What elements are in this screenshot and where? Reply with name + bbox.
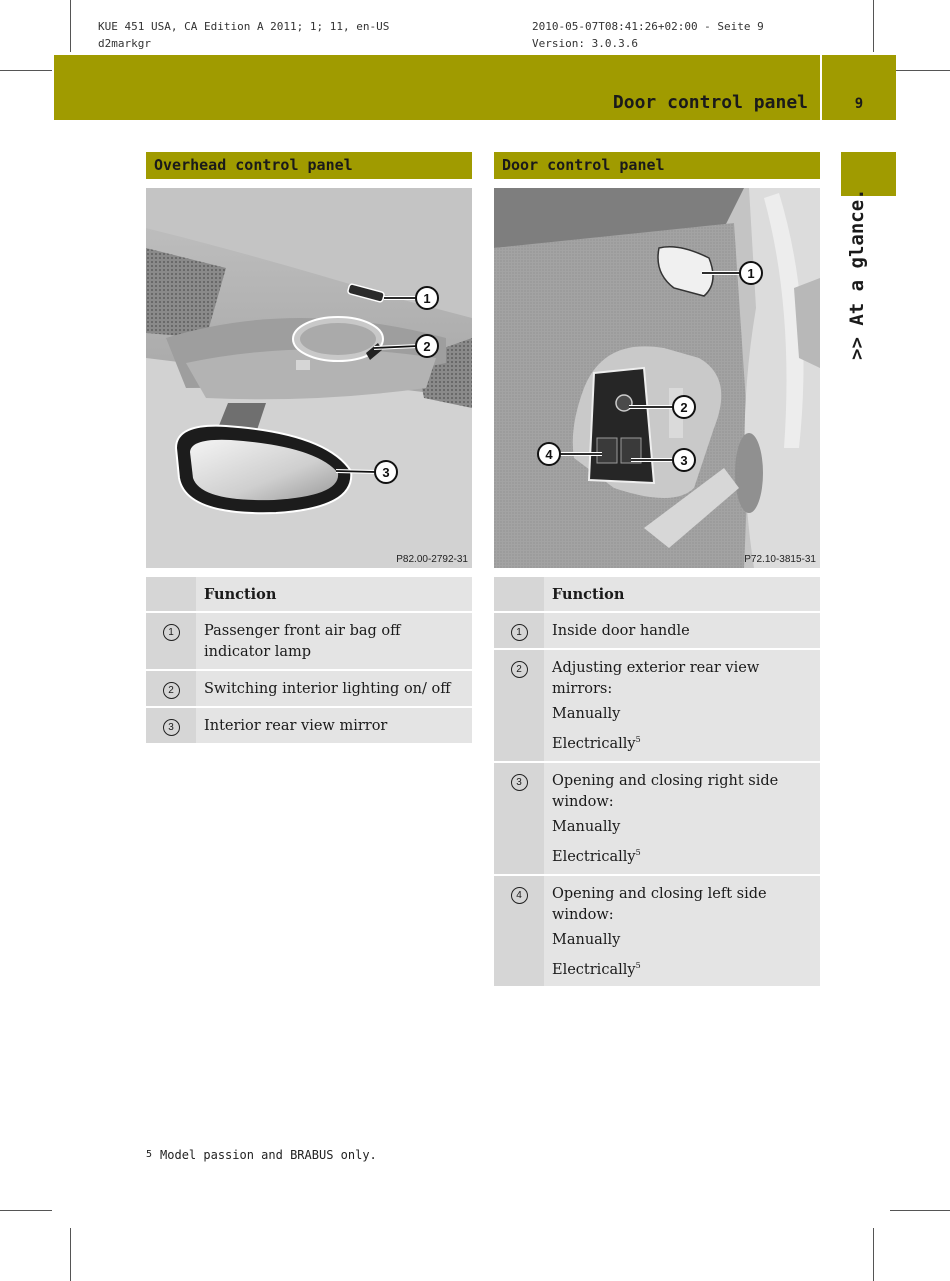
item-number-badge: 1	[163, 624, 180, 641]
callout-2-label: 2	[680, 400, 688, 415]
function-text: Opening and closing right side window:	[552, 772, 779, 810]
option-manually: Manually	[552, 818, 621, 835]
callout-3-label: 3	[382, 465, 390, 480]
callout-3-marker	[375, 461, 397, 483]
table-header-row	[494, 577, 820, 612]
table-function-header: Function	[196, 577, 472, 612]
table-row	[494, 762, 820, 875]
figure-overhead-panel	[146, 188, 472, 568]
section-heading-door: Door control panel	[494, 152, 820, 179]
table-row	[146, 707, 472, 744]
crop-mark	[873, 0, 874, 52]
crop-mark	[0, 1210, 52, 1211]
table-row	[146, 670, 472, 707]
side-tab-label: >> At a glance.	[846, 188, 868, 360]
print-meta-right	[532, 18, 764, 52]
item-number-badge: 2	[163, 682, 180, 699]
print-meta-left	[98, 18, 389, 52]
function-text: Passenger front air bag off indicator lamp	[196, 612, 472, 670]
door-illustration	[494, 188, 820, 568]
callout-1-label: 1	[423, 291, 431, 306]
function-text: Inside door handle	[552, 623, 690, 639]
page-number: 9	[854, 96, 864, 112]
callout-2-marker	[416, 335, 438, 357]
function-text: Switching interior lighting on/ off	[196, 670, 472, 707]
page-title: Door control panel	[612, 92, 808, 113]
table-function-header: Function	[544, 577, 820, 612]
crop-mark	[0, 70, 52, 71]
callout-2-marker	[673, 396, 695, 418]
footnote-ref: 5	[635, 960, 641, 970]
crop-mark	[70, 1228, 71, 1281]
figure-code: P82.00-2792-31	[396, 554, 468, 565]
table-row	[494, 612, 820, 649]
section-heading-overhead: Overhead control panel	[146, 152, 472, 179]
table-num-header	[494, 577, 544, 612]
crop-mark	[70, 0, 71, 52]
callout-3-marker	[673, 449, 695, 471]
figure-door-panel	[494, 188, 820, 568]
crop-mark	[890, 1210, 950, 1211]
crop-mark	[890, 70, 950, 71]
option-electrically	[552, 955, 812, 981]
table-row	[146, 612, 472, 670]
table-header-row	[146, 577, 472, 612]
function-text: Adjusting exterior rear view mirrors:	[552, 660, 760, 697]
item-number-badge: 3	[511, 774, 528, 791]
print-meta-left-line2: d2markgr	[98, 37, 151, 50]
callout-3-label: 3	[680, 453, 688, 468]
function-text: Opening and closing left side window:	[552, 885, 767, 923]
overhead-illustration	[146, 188, 472, 568]
table-num-header	[146, 577, 196, 612]
callout-1-marker	[416, 287, 438, 309]
footnote	[146, 1148, 377, 1162]
option-electrically	[552, 729, 812, 755]
option-electrically-label: Electrically	[552, 848, 636, 865]
header-band	[54, 55, 820, 120]
figure-code: P72.10-3815-31	[744, 554, 816, 565]
print-meta-left-line1: KUE 451 USA, CA Edition A 2011; 1; 11, en-US	[98, 20, 390, 33]
function-table-overhead	[146, 577, 472, 745]
option-manually: Manually	[552, 931, 621, 948]
footnote-ref: 5	[635, 735, 641, 744]
option-electrically-label: Electrically	[552, 735, 636, 752]
callout-1-label: 1	[747, 266, 755, 281]
callout-1-marker	[740, 262, 762, 284]
option-electrically	[552, 842, 812, 868]
footnote-number: 5	[146, 1149, 153, 1160]
function-text: Interior rear view mirror	[196, 707, 472, 744]
footnote-ref: 5	[635, 847, 641, 857]
table-row	[494, 875, 820, 988]
page-number-box	[822, 55, 896, 120]
footnote-text: Model passion and BRABUS only.	[160, 1148, 377, 1162]
option-manually: Manually	[552, 706, 621, 722]
function-table-door	[494, 577, 820, 988]
option-electrically-label: Electrically	[552, 961, 636, 978]
print-meta-right-line2: Version: 3.0.3.6	[532, 37, 638, 50]
callout-4-label: 4	[545, 447, 553, 462]
item-number-badge: 3	[163, 719, 180, 736]
table-row	[494, 649, 820, 762]
item-number-badge: 1	[511, 624, 528, 641]
item-number-badge: 2	[511, 661, 528, 678]
print-meta-right-line1: 2010-05-07T08:41:26+02:00 - Seite 9	[532, 20, 764, 33]
crop-mark	[873, 1228, 874, 1281]
callout-2-label: 2	[423, 339, 431, 354]
item-number-badge: 4	[511, 887, 528, 904]
callout-4-marker	[538, 443, 560, 465]
